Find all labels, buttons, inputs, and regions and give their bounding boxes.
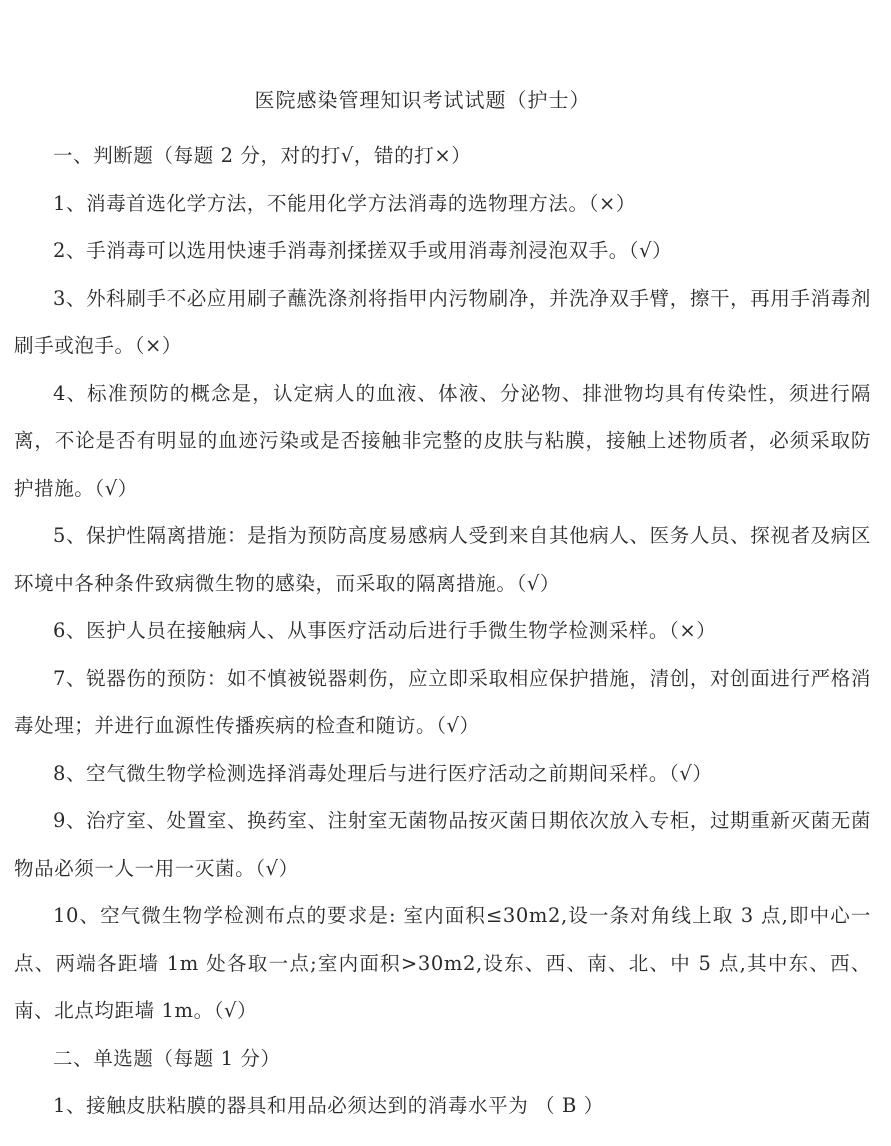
judge-question-7: 7、锐器伤的预防：如不慎被锐器刺伤，应立即采取相应保护措施，清创，对创面进行严格消毒处理；并进行血源性传播疾病的检查和随访。（√） <box>14 666 871 737</box>
judge-question-6: 6、医护人员在接触病人、从事医疗活动后进行手微生物学检测采样。（×） <box>53 619 717 642</box>
judge-question-10: 10、空气微生物学检测布点的要求是: 室内面积≤30m2,设一条对角线上取 3 点,即中心一点、两端各距墙 1m 处各取一点;室内面积>30m2,设东、西、南、北、中 5 点,其中东、西、南、北点均距墙 1m。（√） <box>14 904 871 1022</box>
judge-question-1: 1、消毒首选化学方法，不能用化学方法消毒的选物理方法。（×） <box>53 191 636 215</box>
section-heading-single: 二、单选题（每题 1 分） <box>53 1046 281 1070</box>
judge-question-4: 4、标准预防的概念是，认定病人的血液、体液、分泌物、排泄物均具有传染性，须进行隔离，不论是否有明显的血迹污染或是否接触非完整的皮肤与粘膜，接触上述物质者，必须采取防护措施。（√） <box>14 381 871 500</box>
document-title: 医院感染管理知识考试试题（护士） <box>254 88 591 112</box>
judge-question-5: 5、保护性隔离措施：是指为预防高度易感病人受到来自其他病人、医务人员、探视者及病区环境中各种条件致病微生物的感染，而采取的隔离措施。（√） <box>14 524 871 595</box>
judge-question-2: 2、手消毒可以选用快速手消毒剂揉搓双手或用消毒剂浸泡双手。（√） <box>53 239 673 262</box>
judge-question-9: 9、治疗室、处置室、换药室、注射室无菌物品按灭菌日期依次放入专柜，过期重新灭菌无菌物品必须一人一用一灭菌。（√） <box>14 809 871 880</box>
judge-question-8: 8、空气微生物学检测选择消毒处理后与进行医疗活动之前期间采样。（√） <box>53 761 713 785</box>
single-question-1: 1、接触皮肤粘膜的器具和用品必须达到的消毒水平为 （ B ） <box>53 1094 604 1117</box>
judge-question-3: 3、外科刷手不必应用刷子蘸洗涤剂将指甲内污物刷净，并洗净双手臂，擦干，再用手消毒剂刷手或泡手。（×） <box>14 286 871 357</box>
section-heading-judge: 一、判断题（每题 2 分，对的打√，错的打×） <box>53 144 472 167</box>
